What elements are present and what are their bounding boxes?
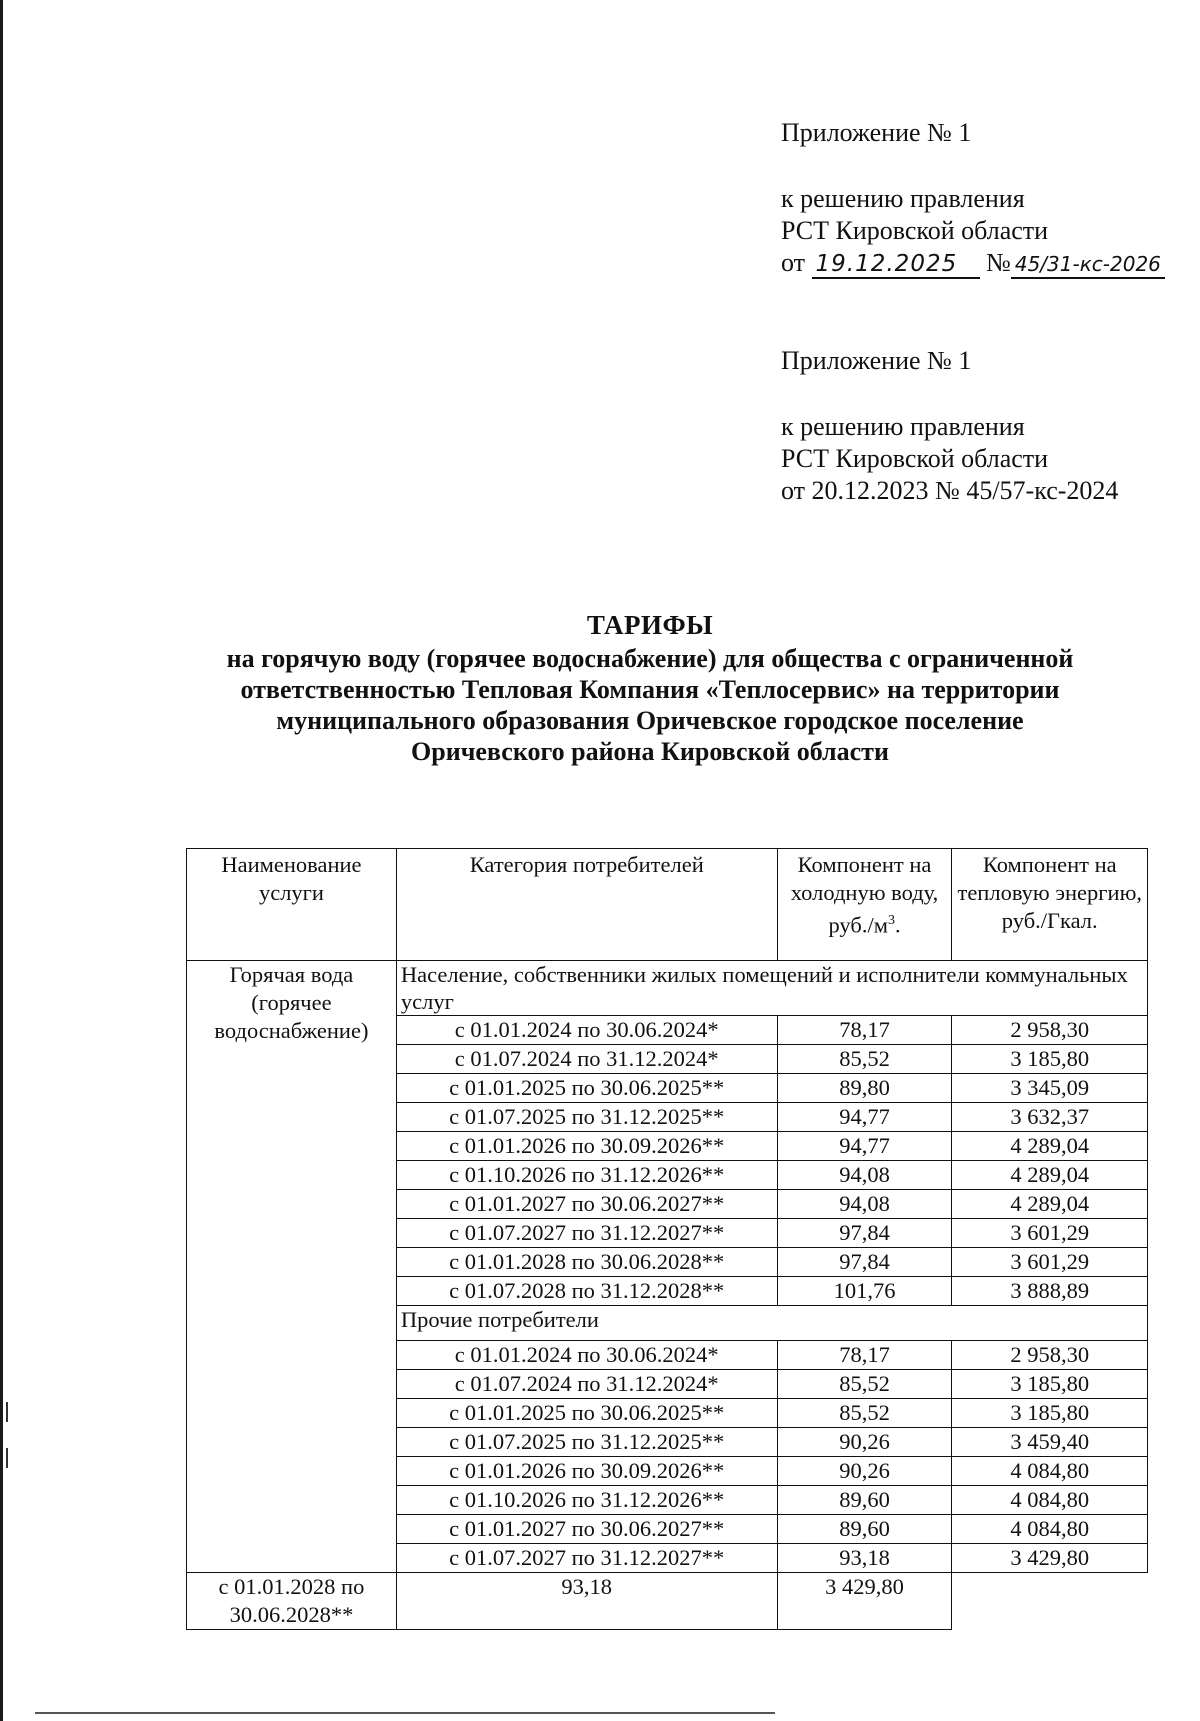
group2-heat-cell: 2 958,30	[952, 1341, 1148, 1370]
handwritten-date: 19.12.2025	[812, 251, 980, 279]
table-header-row	[187, 849, 1148, 961]
group1-heat-cell: 4 289,04	[952, 1161, 1148, 1190]
group1-period-cell: с 01.01.2028 по 30.06.2028**	[396, 1248, 777, 1277]
scan-bottom-line	[35, 1712, 775, 1714]
group2-heat-cell: 3 185,80	[952, 1370, 1148, 1399]
group1-heat-cell: 3 601,29	[952, 1248, 1148, 1277]
group1-period-cell: с 01.01.2027 по 30.06.2027**	[396, 1190, 777, 1219]
group1-heat-cell: 3 888,89	[952, 1277, 1148, 1306]
group2-cold-cell: 93,18	[396, 1573, 777, 1630]
group2-heat-cell: 4 084,80	[952, 1515, 1148, 1544]
document-heading	[150, 610, 1150, 767]
group1-heat-cell: 3 345,09	[952, 1074, 1148, 1103]
header-category: Категория потребителей	[396, 849, 777, 961]
group1-period-cell: с 01.10.2026 по 31.12.2026**	[396, 1161, 777, 1190]
group2-cold-cell: 85,52	[777, 1399, 952, 1428]
group2-cold-cell: 85,52	[777, 1370, 952, 1399]
group2-heat-cell: 3 429,80	[777, 1573, 952, 1630]
heading-line4: Оричевского района Кировской области	[411, 737, 889, 766]
group1-period-cell: с 01.01.2026 по 30.09.2026**	[396, 1132, 777, 1161]
number-prefix: №	[986, 248, 1011, 277]
heading-line1: на горячую воду (горячее водоснабжение) для общества с ограниченной	[226, 644, 1074, 673]
group2-heat-cell: 4 084,80	[952, 1457, 1148, 1486]
scan-artifact-tick	[6, 1448, 8, 1468]
group2-cold-cell: 89,60	[777, 1515, 952, 1544]
header-heat: Компонент на тепловую энергию, руб./Гкал.	[952, 849, 1148, 961]
group1-heat-cell: 2 958,30	[952, 1016, 1148, 1045]
appendix-new-title: Приложение № 1	[781, 118, 972, 147]
group1-cold-cell: 97,84	[777, 1248, 952, 1277]
group1-period-cell: с 01.07.2027 по 31.12.2027**	[396, 1219, 777, 1248]
group2-period-cell: с 01.07.2025 по 31.12.2025**	[396, 1428, 777, 1457]
group1-cold-cell: 101,76	[777, 1277, 952, 1306]
appendix-old-line1: к решению правления	[781, 412, 1025, 441]
appendix-new-line1: к решению правления	[781, 184, 1025, 213]
group1-cold-cell: 94,77	[777, 1103, 952, 1132]
group2-label: Прочие потребители	[396, 1306, 1147, 1341]
group1-heat-cell: 3 632,37	[952, 1103, 1148, 1132]
group1-period-cell: с 01.07.2024 по 31.12.2024*	[396, 1045, 777, 1074]
group2-cold-cell: 89,60	[777, 1486, 952, 1515]
group2-heat-cell: 3 185,80	[952, 1399, 1148, 1428]
group1-cold-cell: 78,17	[777, 1016, 952, 1045]
group1-period-cell: с 01.01.2025 по 30.06.2025**	[396, 1074, 777, 1103]
group1-cold-cell: 85,52	[777, 1045, 952, 1074]
group1-period-cell: с 01.01.2024 по 30.06.2024*	[396, 1016, 777, 1045]
group2-period-cell: с 01.01.2028 по 30.06.2028**	[187, 1573, 397, 1630]
group2-heat-cell: 3 459,40	[952, 1428, 1148, 1457]
group1-heat-cell: 3 185,80	[952, 1045, 1148, 1074]
service-name-cell: Горячая вода (горячее водоснабжение)	[187, 961, 397, 1573]
group2-cold-cell: 90,26	[777, 1428, 952, 1457]
appendix-old-title: Приложение № 1	[781, 346, 972, 375]
group1-heat-cell: 3 601,29	[952, 1219, 1148, 1248]
heading-main: ТАРИФЫ	[586, 610, 714, 640]
appendix-new	[781, 117, 1165, 279]
group2-period-cell: с 01.01.2027 по 30.06.2027**	[396, 1515, 777, 1544]
group1-cold-cell: 97,84	[777, 1219, 952, 1248]
appendix-old-line2: РСТ Кировской области	[781, 444, 1049, 473]
scan-edge-left	[0, 0, 3, 1721]
group1-cold-cell: 94,77	[777, 1132, 952, 1161]
tariffs-table	[186, 848, 1148, 1630]
header-cold: Компонент на холодную воду, $руб./м^3$.	[777, 849, 952, 961]
table-row-group1-label	[187, 961, 1148, 1016]
handwritten-number: 45/31-кс-2026	[1011, 251, 1165, 279]
group2-period-cell: с 01.07.2024 по 31.12.2024*	[396, 1370, 777, 1399]
heading-line2: ответственностью Тепловая Компания «Теплосервис» на территории	[240, 675, 1060, 704]
group2-period-cell: с 01.01.2025 по 30.06.2025**	[396, 1399, 777, 1428]
header-service: Наименование услуги	[187, 849, 397, 961]
group1-period-cell: с 01.07.2025 по 31.12.2025**	[396, 1103, 777, 1132]
heading-line3: муниципального образования Оричевское городское поселение	[276, 706, 1024, 735]
group1-heat-cell: 4 289,04	[952, 1190, 1148, 1219]
group2-heat-cell: 3 429,80	[952, 1544, 1148, 1573]
appendix-old	[781, 345, 1118, 507]
group1-cold-cell: 94,08	[777, 1161, 952, 1190]
appendix-old-line3: от 20.12.2023 № 45/57-кс-2024	[781, 476, 1119, 505]
group2-period-cell: с 01.01.2024 по 30.06.2024*	[396, 1341, 777, 1370]
scan-artifact-tick	[6, 1402, 8, 1422]
group2-cold-cell: 78,17	[777, 1341, 952, 1370]
date-prefix: от	[781, 248, 806, 277]
group2-heat-cell: 4 084,80	[952, 1486, 1148, 1515]
group1-cold-cell: 94,08	[777, 1190, 952, 1219]
group2-period-cell: с 01.01.2026 по 30.09.2026**	[396, 1457, 777, 1486]
group2-cold-cell: 90,26	[777, 1457, 952, 1486]
group1-label: Население, собственники жилых помещений и исполнители коммунальных услуг	[396, 961, 1147, 1016]
group1-cold-cell: 89,80	[777, 1074, 952, 1103]
table-row	[187, 1573, 1148, 1630]
appendix-new-line2: РСТ Кировской области	[781, 216, 1049, 245]
group1-period-cell: с 01.07.2028 по 31.12.2028**	[396, 1277, 777, 1306]
appendix-new-date-line	[781, 247, 1165, 279]
group2-period-cell: с 01.10.2026 по 31.12.2026**	[396, 1486, 777, 1515]
group2-cold-cell: 93,18	[777, 1544, 952, 1573]
group1-heat-cell: 4 289,04	[952, 1132, 1148, 1161]
group2-period-cell: с 01.07.2027 по 31.12.2027**	[396, 1544, 777, 1573]
